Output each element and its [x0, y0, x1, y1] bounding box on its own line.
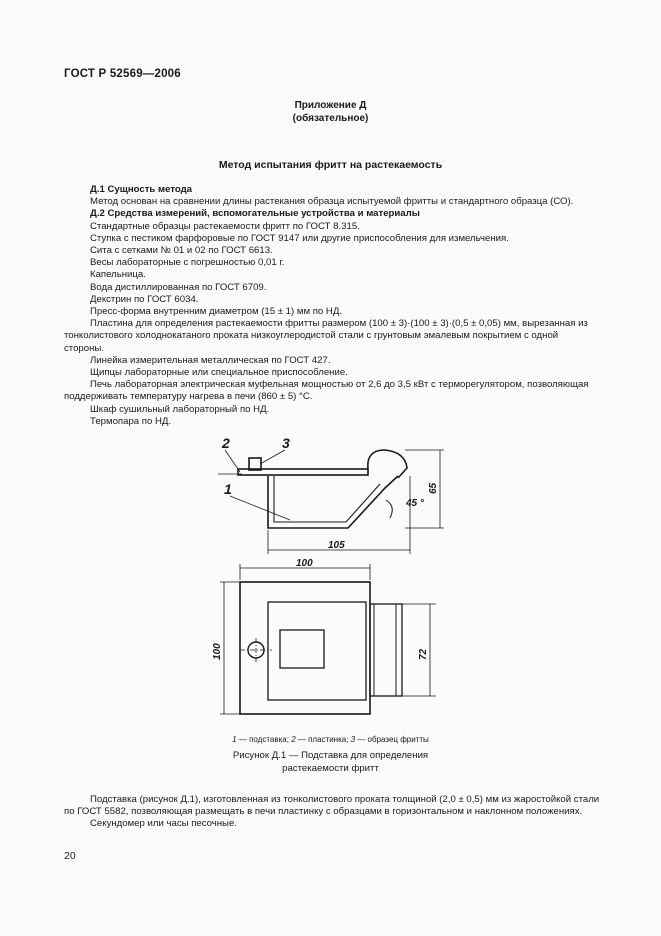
page-number: 20: [64, 850, 76, 862]
top-view: [240, 582, 402, 714]
caption-line-1: Рисунок Д.1 — Подставка для определения: [232, 750, 429, 761]
list-item: Декстрин по ГОСТ 6034.: [90, 293, 199, 305]
dim-65: 65: [428, 482, 439, 494]
legend-text-2: — пластинка;: [295, 735, 351, 744]
section-1-text: Метод основан на сравнении длины растекания образца испытуемой фритты и стандартного образца (СО).: [90, 196, 574, 208]
section-2-heading: Д.2 Средства измерений, вспомогательные устройства и материалы: [90, 208, 420, 220]
angle-arc: [386, 500, 392, 518]
list-item: Ступка с пестиком фарфоровые по ГОСТ 9147 или другие приспособления для измельчения.: [90, 232, 509, 244]
list-item: Печь лабораторная электрическая муфельная мощностью от 2,6 до 3,5 кВт с терморегулятором, позволяющая поддерживать температуру нагрева в печи (860 ± 5) °С.: [64, 379, 589, 403]
list-item: Сита с сетками № 01 и 02 по ГОСТ 6613.: [90, 245, 273, 257]
legend-num-3: 3: [350, 735, 356, 744]
dim-105: 105: [328, 540, 345, 551]
stand-hook: [368, 450, 407, 478]
stand-inner-outline: [274, 476, 380, 522]
list-item: Щипцы лабораторные или специальное приспособление.: [90, 367, 348, 379]
list-item: Капельница.: [90, 269, 146, 281]
figure-labels: [221, 435, 290, 497]
list-item: Линейка измерительная металлическая по ГОСТ 427.: [90, 354, 331, 366]
dim-100-top: 100: [296, 558, 313, 569]
method-title: Метод испытания фритт на растекаемость: [218, 159, 443, 171]
stand-description: Подставка (рисунок Д.1), изготовленная из тонколистового проката толщиной (2,0 ± 0,5) мм из жаростойкой стали по ГОСТ 5582, позволяющая размещать в печи пластинку с образцами в горизонтальном и наклонном положениях.: [64, 794, 600, 818]
timer-item: Секундомер или часы песочные.: [90, 818, 237, 830]
legend-text-3: — образец фритты: [355, 735, 429, 744]
standard-header: ГОСТ Р 52569—2006: [64, 68, 181, 80]
list-item: Вода дистиллированная по ГОСТ 6709.: [90, 281, 267, 293]
list-item: Стандартные образцы растекаемости фритт по ГОСТ 8.315.: [90, 220, 360, 232]
stand-outline: [268, 476, 398, 528]
dimension-labels: [212, 482, 439, 660]
label-1: 1: [224, 481, 232, 497]
label-2: 2: [222, 435, 230, 451]
after-figure-text: [64, 794, 600, 831]
list-item: Весы лабораторные с погрешностью 0,01 г.: [90, 257, 285, 269]
section-1-heading: Д.1 Сущность метода: [90, 184, 193, 195]
list-item: Шкаф сушильный лабораторный по НД.: [90, 403, 270, 415]
figure-legend: [0, 735, 661, 744]
stand-drawing-figure: [200, 432, 460, 727]
dim-100-left: 100: [212, 643, 223, 660]
figure-caption: [0, 750, 661, 775]
dim-45: 45 °: [406, 498, 424, 509]
legend-num-2: 2: [291, 735, 296, 744]
top-view-hook: [370, 604, 402, 696]
legend-text-1: — подставка;: [236, 735, 292, 744]
top-view-plate: [268, 602, 366, 700]
caption-line-2: растекаемости фритт: [282, 762, 379, 774]
list-item: Пластина для определения растекаемости фритты размером (100 ± 3)·(100 ± 3)·(0,5 ± 0,05) мм, вырезанная из тонколистового холоднокатаного проката низкоуглеродистой стали с грунтовым эмалевым покрытием с одной стороны.: [64, 318, 588, 354]
list-item: Пресс-форма внутренним диаметром (15 ± 1) мм по НД.: [90, 306, 343, 318]
appendix-title: Приложение Д: [294, 100, 367, 111]
appendix-status: (обязательное): [292, 113, 369, 124]
main-text: [64, 184, 600, 428]
appendix-title-block: [0, 99, 661, 125]
list-item: Термопара по НД.: [90, 415, 172, 427]
dim-72: 72: [418, 648, 429, 660]
top-view-sample: [280, 630, 324, 668]
label-3: 3: [282, 435, 290, 451]
top-dimensions: [220, 564, 436, 714]
legend-num-1: 1: [232, 735, 237, 744]
